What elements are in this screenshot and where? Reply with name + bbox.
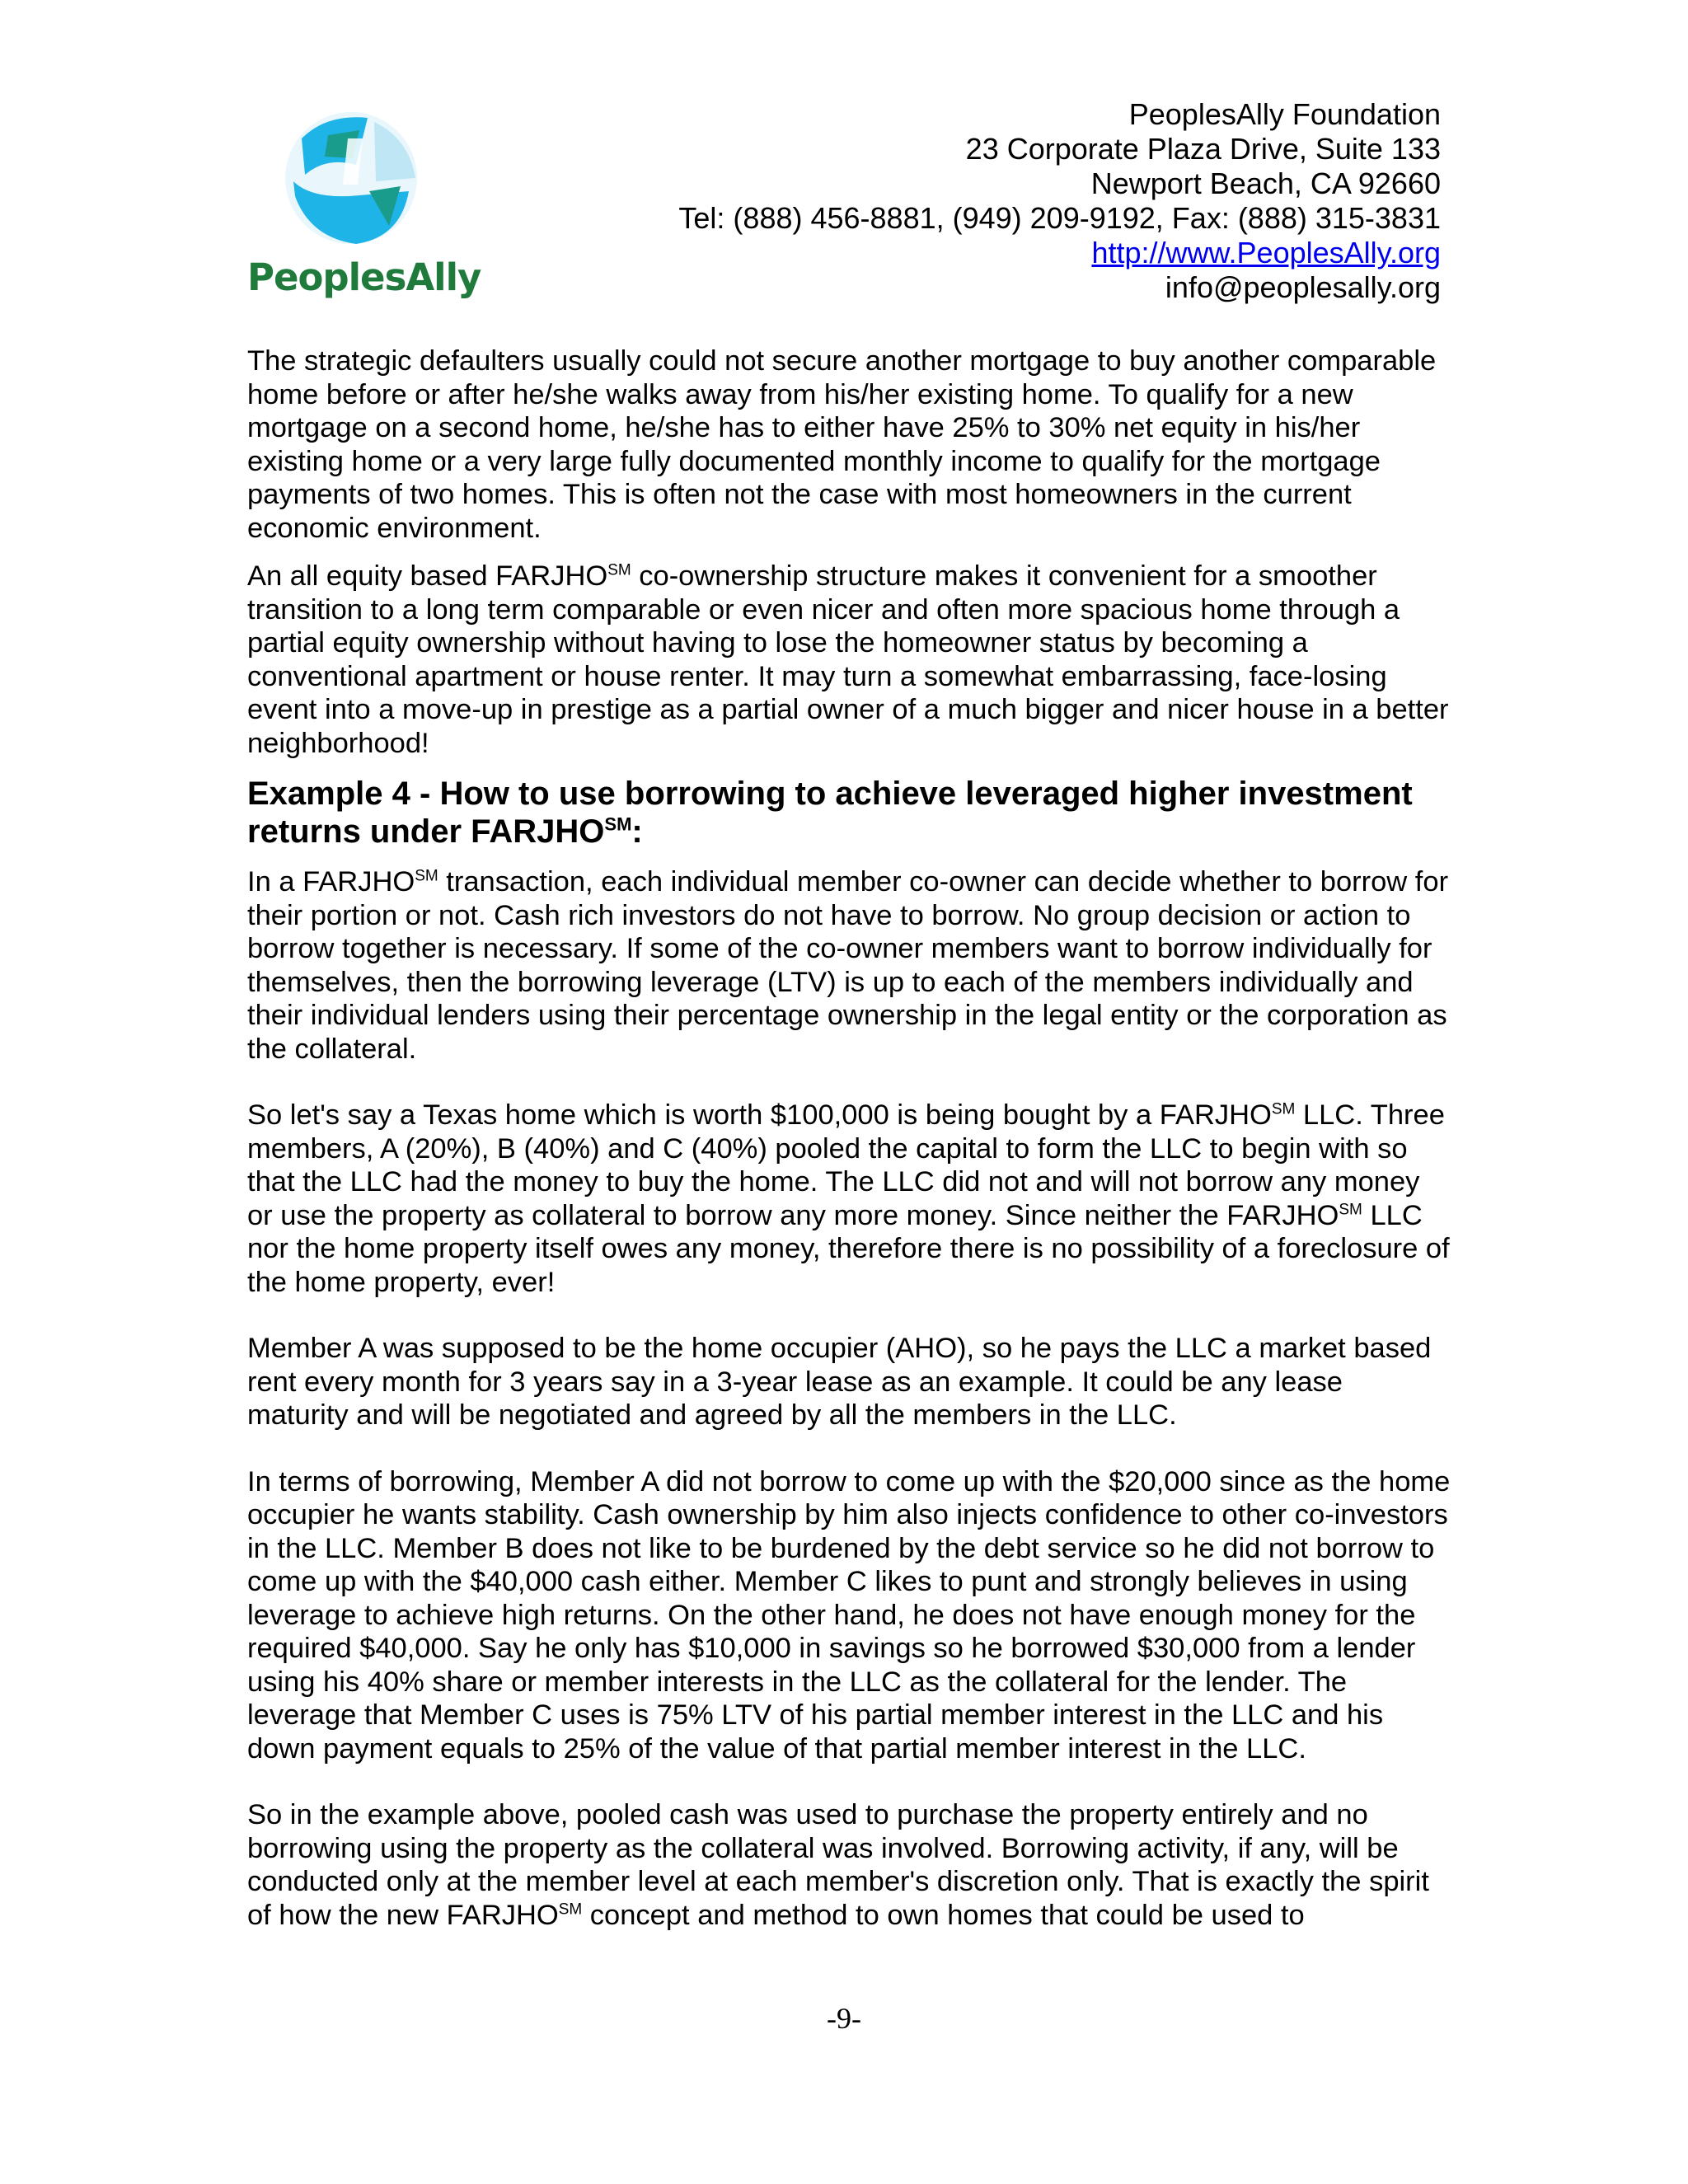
org-street: 23 Corporate Plaza Drive, Suite 133 [965,132,1441,166]
globe-hands-icon [277,105,425,254]
paragraph-equity-structure: An all equity based FARJHO℠ co-ownership structure makes it convenient for a smoother transition to a long term comparable or even nicer and often more spacious home through a partial equity ownership without having to lose the homeowner status by becoming a conventional apartment or house renter. It may turn a somewhat embarrassing, face-losing event into a move-up in prestige as a partial owner of a much bigger and nicer house in a better neighborhood! [247,560,1449,759]
paragraph-transaction: In a FARJHO℠ transaction, each individual member co-owner can decide whether to borrow for their portion or not. Cash rich investors do not have to borrow. No group decision or action to borrow together is necessary. If some of the co-owner members want to borrow individually for themselves, then the borrowing leverage (LTV) is up to each of the members individually and their individual lenders using their percentage ownership in the legal entity or the corporation as the collateral. [247,866,1449,1065]
paragraph-member-a: Member A was supposed to be the home occupier (AHO), so he pays the LLC a market based rent every month for 3 years say in a 3-year lease as an example. It could be any lease maturity and will be negotiated and agreed by all the members in the LLC. [247,1333,1432,1431]
document-body [247,344,1451,1932]
org-city: Newport Beach, CA 92660 [1090,166,1441,200]
org-address-block [678,97,1441,305]
org-email: info@peoplesally.org [1165,270,1441,304]
paragraph-borrowing: In terms of borrowing, Member A did not borrow to come up with the $20,000 since as the home occupier he wants stability. Cash ownership by him also injects confidence to other co-investors in the LLC. Member B does not like to be burdened by the debt service so he did not borrow to come up with the $40,000 cash either. Member C likes to punt and strongly believes in using leverage to achieve high returns. On the other hand, he does not have enough money for the required $40,000. Say he only has $10,000 in savings so he borrowed $30,000 from a lender using his 40% share or member interests in the LLC as the collateral for the lender. The leverage that Member C uses is 75% LTV of his partial member interest in the LLC and his down payment equals to 25% of the value of that partial member interest in the LLC. [247,1465,1451,1765]
org-name: PeoplesAlly Foundation [1128,97,1441,131]
peoplesally-logo [247,105,481,312]
paragraph-strategic-defaulters: The strategic defaulters usually could not secure another mortgage to buy another comparable home before or after he/she walks away from his/her existing home. To qualify for a new mortgage on a second home, he/she has to either have 25% to 30% net equity in his/her existing home or a very large fully documented monthly income to qualify for the mortgage payments of two homes. This is often not the case with most homeowners in the current economic environment. [247,345,1437,544]
website-link[interactable]: http://www.PeoplesAlly.org [1091,236,1441,269]
logo-wordmark: PeoplesAlly [247,255,481,299]
org-phone: Tel: (888) 456-8881, (949) 209-9192, Fax: (888) 315-3831 [678,201,1441,235]
paragraph-texas-home: So let's say a Texas home which is worth $100,000 is being bought by a FARJHO℠ LLC. Three members, A (20%), B (40%) and C (40%) pooled the capital to form the LLC to begin with so that the LLC had the money to buy the home. The LLC did not and will not borrow any money or use the property as collateral to borrow any more money. Since neither the FARJHO℠ LLC nor the home property itself owes any money, therefore there is no possibility of a foreclosure of the home property, ever! [247,1099,1450,1298]
paragraph-pooled-cash: So in the example above, pooled cash was used to purchase the property entirely and no borrowing using the property as the collateral was involved. Borrowing activity, if any, will be conducted only at the member level at each member's discretion only. That is exactly the spirit of how the new FARJHO℠ concept and method to own homes that could be used to [247,1799,1429,1931]
section-heading-example-4: Example 4 - How to use borrowing to achieve leveraged higher investment returns under FARJHO℠: [247,776,1413,850]
page-number: -9- [827,2002,861,2035]
